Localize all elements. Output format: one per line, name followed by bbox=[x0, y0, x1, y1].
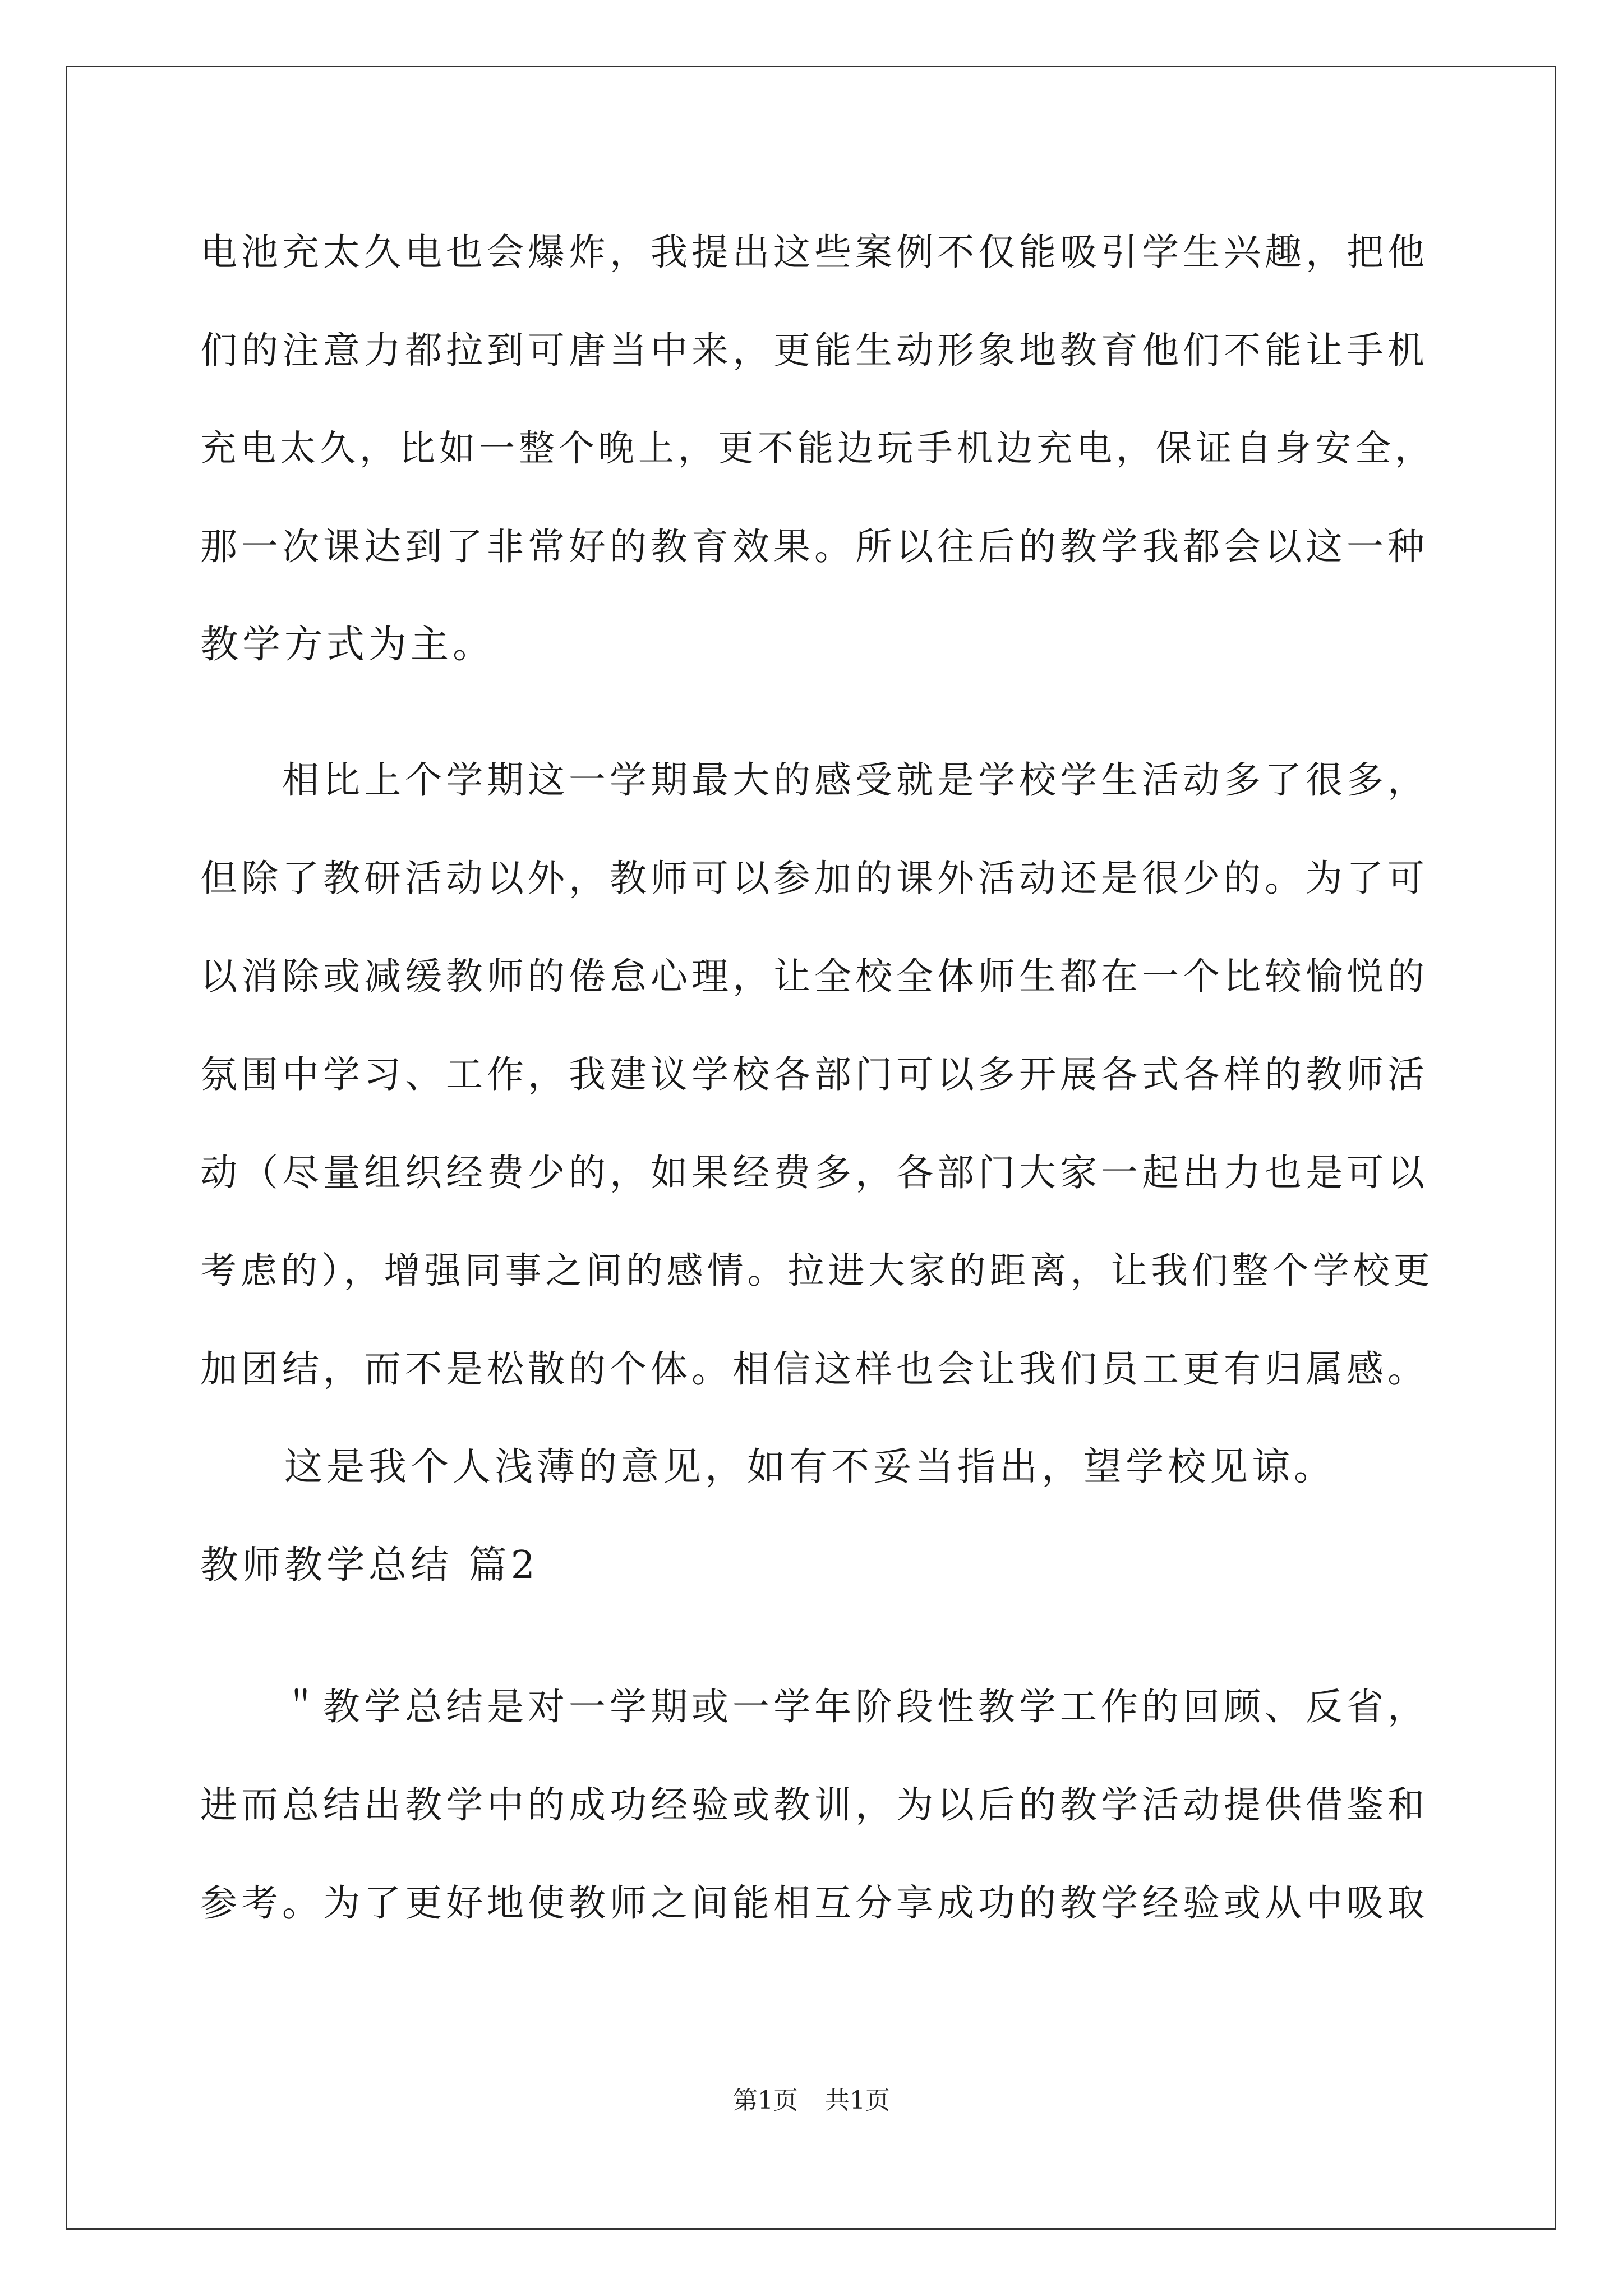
text-line-8: 以消除或减缓教师的倦怠心理，让全校全体师生都在一个比较愉悦的 bbox=[200, 955, 1428, 998]
text-line-16: 进而总结出教学中的成功经验或教训，为以后的教学活动提供借鉴和 bbox=[200, 1783, 1428, 1826]
text-line-6: 相比上个学期这一学期最大的感受就是学校学生活动多了很多， bbox=[200, 758, 1428, 802]
page-footer bbox=[0, 2084, 1623, 2118]
text-line-10: 动（尽量组织经费少的，如果经费多，各部门大家一起出力也是可以 bbox=[200, 1151, 1428, 1194]
text-line-12: 加团结，而不是松散的个体。相信这样也会让我们员工更有归属感。 bbox=[200, 1347, 1428, 1391]
text-line-4: 那一次课达到了非常好的教育效果。所以往后的教学我都会以这一种 bbox=[200, 525, 1428, 568]
section-heading: 教师教学总结 篇2 bbox=[200, 1543, 539, 1588]
text-line-9: 氛围中学习、工作，我建议学校各部门可以多开展各式各样的教师活 bbox=[200, 1053, 1428, 1096]
text-line-5: 教学方式为主。 bbox=[200, 623, 495, 667]
page-total: 共1页 bbox=[825, 2086, 890, 2115]
text-line-1: 电池充太久电也会爆炸，我提出这些案例不仅能吸引学生兴趣，把他 bbox=[200, 231, 1428, 274]
text-line-3: 充电太久，比如一整个晚上，更不能边玩手机边充电，保证自身安全， bbox=[200, 428, 1435, 470]
text-line-15: ＂教学总结是对一学期或一学年阶段性教学工作的回顾、反省， bbox=[200, 1685, 1428, 1728]
text-line-11: 考虑的），增强同事之间的感情。拉进大家的距离，让我们整个学校更 bbox=[200, 1250, 1434, 1292]
text-line-17: 参考。为了更好地使教师之间能相互分享成功的教学经验或从中吸取 bbox=[200, 1881, 1428, 1925]
text-line-2: 们的注意力都拉到可唐当中来，更能生动形象地教育他们不能让手机 bbox=[200, 329, 1428, 372]
text-line-13: 这是我个人浅薄的意见，如有不妥当指出，望学校见谅。 bbox=[200, 1445, 1336, 1489]
page-number: 第1页 bbox=[733, 2086, 798, 2115]
text-line-7: 但除了教研活动以外，教师可以参加的课外活动还是很少的。为了可 bbox=[200, 857, 1428, 900]
